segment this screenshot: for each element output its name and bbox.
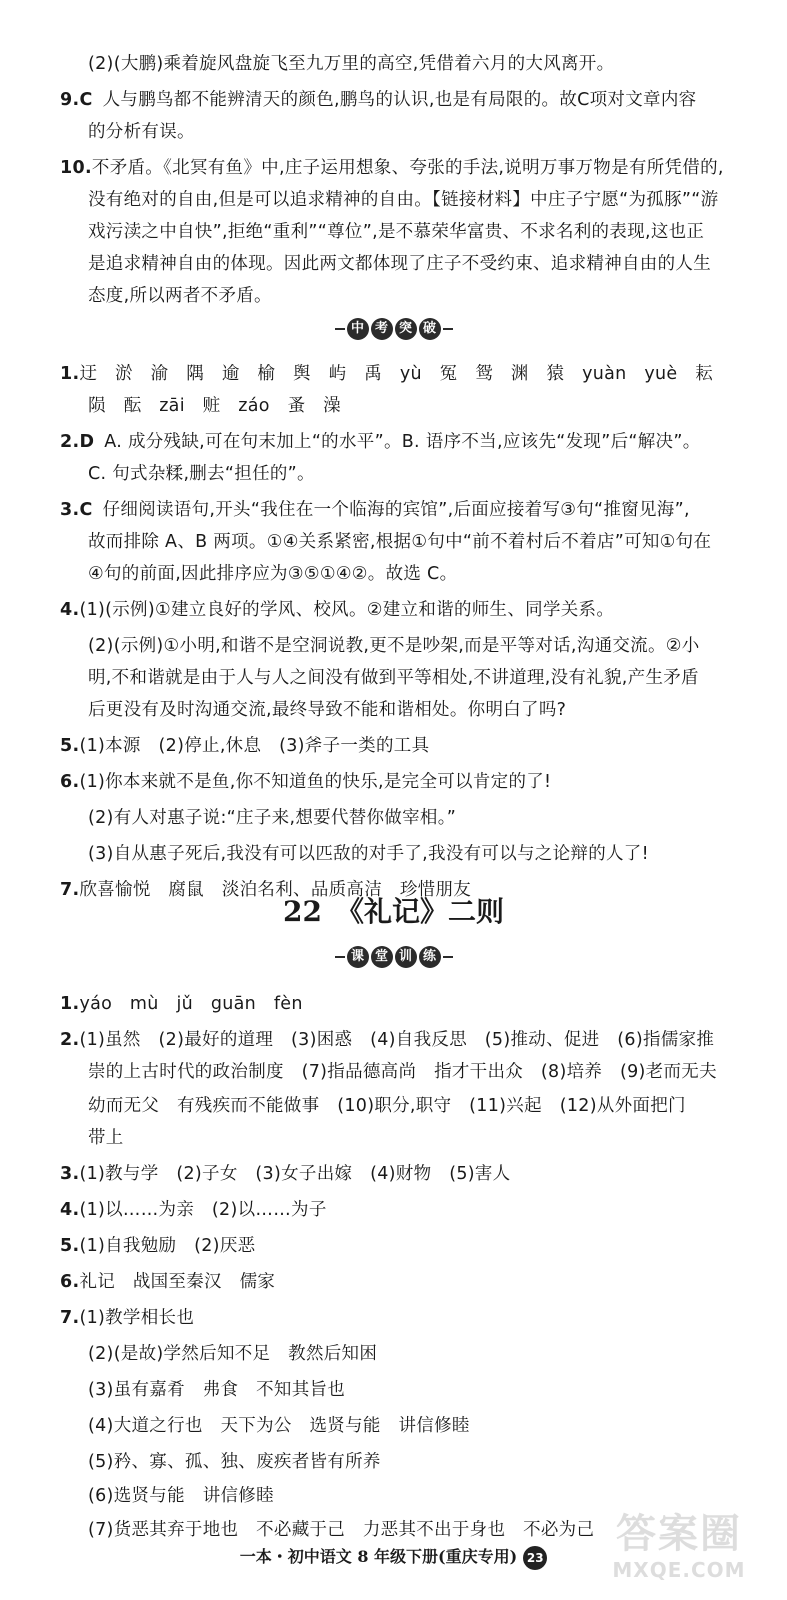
question-number: 6.: [60, 1272, 80, 1292]
badge-char: 突: [395, 318, 417, 340]
answer-text: 仔细阅读语句,开头“我住在一个临海的宾馆”,后面应接着写③句“推窗见海”,: [102, 500, 690, 520]
answer-line: [88, 1414, 750, 1438]
answer-text: yáo mù jǔ guān fèn: [79, 994, 303, 1014]
answer-line: [60, 1028, 750, 1052]
answer-line: [60, 156, 750, 180]
answer-line: [88, 562, 750, 586]
answer-line: [88, 1484, 750, 1508]
answer-line: [88, 698, 750, 722]
section-badge-ketang: [347, 946, 441, 968]
answer-text: (5)矜、寡、孤、独、废疾者皆有所养: [88, 1452, 381, 1472]
answer-line: [60, 770, 750, 794]
answer-text: (7)货恶其弃于地也 不必藏于己 力恶其不出于身也 不必为己: [88, 1520, 595, 1540]
answer-text: (1)虽然 (2)最好的道理 (3)困惑 (4)自我反思 (5)推动、促进 (6)指儒家推: [79, 1030, 715, 1050]
answer-text: (1)本源 (2)停止,休息 (3)斧子一类的工具: [79, 736, 430, 756]
answer-line: [88, 666, 750, 690]
answer-line: [88, 1342, 750, 1366]
watermark-top: 答案圈: [616, 1511, 742, 1557]
answer-text: 礼记 战国至秦汉 儒家: [79, 1272, 276, 1292]
answer-line: [60, 1306, 750, 1330]
answer-text: 人与鹏鸟都不能辨清天的颜色,鹏鸟的认识,也是有局限的。故C项对文章内容: [102, 90, 697, 110]
watermark-logo: [589, 1510, 769, 1590]
answer-line: [88, 634, 750, 658]
question-number: 2.: [60, 432, 80, 452]
question-number: 3.: [60, 500, 80, 520]
answer-text: (2)(是故)学然后知不足 教然后知困: [88, 1344, 378, 1364]
badge-char: 练: [419, 946, 441, 968]
answer-text: (1)教与学 (2)子女 (3)女子出嫁 (4)财物 (5)害人: [79, 1164, 511, 1184]
answer-line: [88, 806, 750, 830]
answer-text: (2)(示例)①小明,和谐不是空洞说教,更不是吵架,而是平等对话,沟通交流。②小: [88, 636, 700, 656]
answer-line: [88, 1450, 750, 1474]
answer-line: [60, 430, 750, 454]
answer-line: [88, 1378, 750, 1402]
answer-line: [60, 88, 750, 112]
answer-text: 态度,所以两者不矛盾。: [88, 286, 272, 306]
answer-line: [88, 188, 750, 212]
answer-text: A. 成分残缺,可在句末加上“的水平”。B. 语序不当,应该先“发现”后“解决”。: [104, 432, 701, 452]
section-title: 22 《礼记》二则: [283, 895, 504, 928]
answer-line: [88, 394, 750, 418]
answer-text: (2)(大鹏)乘着旋风盘旋飞至九万里的高空,凭借着六月的大风离开。: [88, 54, 615, 74]
answer-text: 不矛盾。《北冥有鱼》中,庄子运用想象、夸张的手法,说明万事万物是有所凭借的,: [91, 158, 724, 178]
answer-text: (1)教学相长也: [79, 1308, 195, 1328]
question-number: 1.: [60, 994, 80, 1014]
footer-text: 一本・初中语文 8 年级下册(重庆专用): [239, 1547, 518, 1566]
badge-char: 堂: [371, 946, 393, 968]
answer-text: (1)你本来就不是鱼,你不知道鱼的快乐,是完全可以肯定的了!: [79, 772, 552, 792]
answer-text: 欣喜愉悦 腐鼠 淡泊名利、品质高洁 珍惜朋友: [79, 880, 472, 900]
answer-text: 带上: [88, 1128, 124, 1148]
answer-text: 明,不和谐就是由于人与人之间没有做到平等相处,不讲道理,没有礼貌,产生矛盾: [88, 668, 699, 688]
answer-text: ④句的前面,因此排序应为③⑤①④②。故选 C。: [88, 564, 458, 584]
answer-text: 是追求精神自由的体现。因此两文都体现了庄子不受约束、追求精神自由的人生: [88, 254, 711, 274]
answer-line: [60, 598, 750, 622]
choice-answer: C: [79, 500, 93, 520]
answer-line: [60, 362, 750, 386]
answer-line: [88, 52, 750, 76]
answer-line: [60, 1198, 750, 1222]
choice-answer: C: [79, 90, 93, 110]
section-badge-zhongkao: [347, 318, 441, 340]
badge-char: 中: [347, 318, 369, 340]
question-number: 9.: [60, 90, 80, 110]
answer-text: 陨 酝 zāi 赃 záo 蚤 澡: [88, 396, 341, 416]
answer-text: (1)自我勉励 (2)厌恶: [79, 1236, 256, 1256]
answer-text: (3)虽有嘉肴 弗食 不知其旨也: [88, 1380, 346, 1400]
choice-answer: D: [79, 432, 95, 452]
answer-line: [88, 842, 750, 866]
question-number: 7.: [60, 880, 80, 900]
answer-text: (2)有人对惠子说:“庄子来,想要代替你做宰相。”: [88, 808, 457, 828]
answer-text: (1)以……为亲 (2)以……为子: [79, 1200, 327, 1220]
answer-line: [60, 1270, 750, 1294]
watermark-bottom: MXQE.COM: [612, 1558, 746, 1582]
question-number: 5.: [60, 736, 80, 756]
question-number: 6.: [60, 772, 80, 792]
answer-line: [88, 284, 750, 308]
answer-line: [88, 1126, 750, 1150]
question-number: 1.: [60, 364, 80, 384]
answer-line: [88, 120, 750, 144]
answer-line: [88, 252, 750, 276]
answer-line: [88, 1094, 750, 1118]
question-number: 7.: [60, 1308, 80, 1328]
answer-line: [60, 1234, 750, 1258]
badge-char: 破: [419, 318, 441, 340]
answer-text: C. 句式杂糅,删去“担任的”。: [88, 464, 315, 484]
answer-line: [88, 530, 750, 554]
question-number: 4.: [60, 1200, 80, 1220]
question-number: 2.: [60, 1030, 80, 1050]
answer-text: (6)选贤与能 讲信修睦: [88, 1486, 274, 1506]
badge-char: 课: [347, 946, 369, 968]
answer-line: [88, 1060, 750, 1084]
answer-line: [60, 734, 750, 758]
question-number: 10.: [60, 158, 92, 178]
answer-text: 戏污渎之中自快”,拒绝“重利”“尊位”,是不慕荣华富贵、不求名利的表现,这也正: [88, 222, 705, 242]
answer-line: [60, 1162, 750, 1186]
answer-text: (1)(示例)①建立良好的学风、校风。②建立和谐的师生、同学关系。: [79, 600, 615, 620]
answer-text: 的分析有误。: [88, 122, 195, 142]
question-number: 5.: [60, 1236, 80, 1256]
answer-text: (4)大道之行也 天下为公 选贤与能 讲信修睦: [88, 1416, 470, 1436]
answer-line: [88, 462, 750, 486]
answer-line: [60, 498, 750, 522]
answer-text: 崇的上古时代的政治制度 (7)指品德高尚 指才干出众 (8)培养 (9)老而无夫: [88, 1062, 717, 1082]
badge-char: 考: [371, 318, 393, 340]
answer-text: 幼而无父 有残疾而不能做事 (10)职分,职守 (11)兴起 (12)从外面把门: [88, 1096, 686, 1116]
answer-text: 故而排除 A、B 两项。①④关系紧密,根据①句中“前不着村后不着店”可知①句在: [88, 532, 712, 552]
answer-line: [60, 992, 750, 1016]
answer-line: [88, 220, 750, 244]
page-number: 23: [523, 1546, 547, 1570]
answer-text: (3)自从惠子死后,我没有可以匹敌的对手了,我没有可以与之论辩的人了!: [88, 844, 649, 864]
answer-text: 后更没有及时沟通交流,最终导致不能和谐相处。你明白了吗?: [88, 700, 567, 720]
question-number: 4.: [60, 600, 80, 620]
answer-text: 迂 淤 渝 隅 逾 榆 舆 屿 禹 yù 冤 鸳 渊 猿 yuàn yuè 耘: [79, 364, 714, 384]
answer-text: 没有绝对的自由,但是可以追求精神的自由。【链接材料】中庄子宁愿“为孤豚”“游: [88, 190, 719, 210]
badge-char: 训: [395, 946, 417, 968]
question-number: 3.: [60, 1164, 80, 1184]
